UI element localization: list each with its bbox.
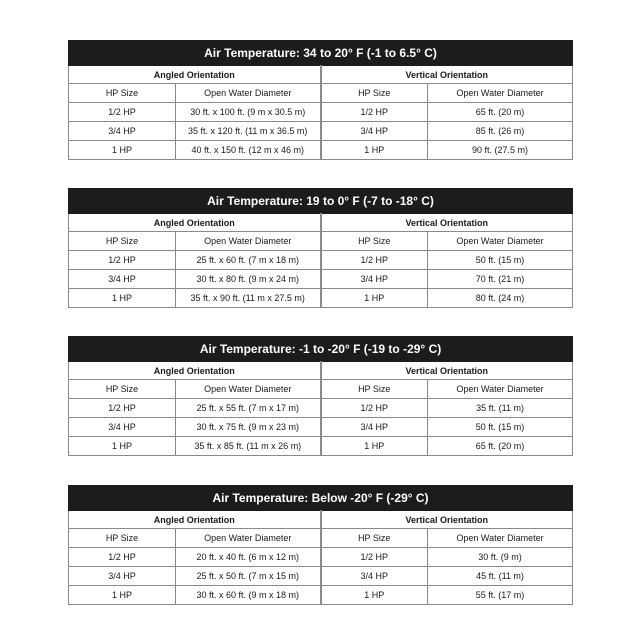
vertical-orientation-header: Vertical Orientation [321, 362, 573, 380]
hp-cell: 1 HP [321, 586, 428, 605]
hp-cell: 1 HP [69, 586, 176, 605]
angled-diameter-cell: 20 ft. x 40 ft. (6 m x 12 m) [176, 548, 321, 567]
vertical-diameter-cell: 90 ft. (27.5 m) [428, 141, 573, 160]
table-row [69, 586, 573, 605]
vertical-diameter-cell: 85 ft. (26 m) [428, 122, 573, 141]
hp-cell: 1 HP [69, 141, 176, 160]
open-water-header: Open Water Diameter [176, 380, 321, 399]
hp-cell: 1/2 HP [321, 399, 428, 418]
open-water-header: Open Water Diameter [428, 529, 573, 548]
angled-diameter-cell: 30 ft. x 80 ft. (9 m x 24 m) [176, 270, 321, 289]
angled-orientation-header: Angled Orientation [69, 362, 321, 380]
angled-diameter-cell: 30 ft. x 60 ft. (9 m x 18 m) [176, 586, 321, 605]
table-row [69, 141, 573, 160]
vertical-diameter-cell: 70 ft. (21 m) [428, 270, 573, 289]
hp-cell: 3/4 HP [321, 270, 428, 289]
hp-size-header: HP Size [321, 232, 428, 251]
hp-cell: 3/4 HP [321, 567, 428, 586]
hp-cell: 1/2 HP [321, 103, 428, 122]
vertical-orientation-header: Vertical Orientation [321, 214, 573, 232]
vertical-diameter-cell: 50 ft. (15 m) [428, 251, 573, 270]
table-title: Air Temperature: 19 to 0° F (-7 to -18° C) [69, 189, 573, 214]
vertical-diameter-cell: 50 ft. (15 m) [428, 418, 573, 437]
vertical-diameter-cell: 30 ft. (9 m) [428, 548, 573, 567]
vertical-diameter-cell: 55 ft. (17 m) [428, 586, 573, 605]
angled-diameter-cell: 35 ft. x 85 ft. (11 m x 26 m) [176, 437, 321, 456]
open-water-header: Open Water Diameter [176, 529, 321, 548]
hp-size-header: HP Size [321, 529, 428, 548]
hp-cell: 3/4 HP [69, 567, 176, 586]
angled-diameter-cell: 30 ft. x 75 ft. (9 m x 23 m) [176, 418, 321, 437]
table-row [69, 437, 573, 456]
table-row [69, 270, 573, 289]
hp-cell: 1/2 HP [321, 548, 428, 567]
angled-diameter-cell: 35 ft. x 120 ft. (11 m x 36.5 m) [176, 122, 321, 141]
hp-cell: 1/2 HP [69, 251, 176, 270]
hp-size-header: HP Size [69, 232, 176, 251]
temperature-table [68, 188, 573, 308]
vertical-orientation-header: Vertical Orientation [321, 511, 573, 529]
angled-orientation-header: Angled Orientation [69, 66, 321, 84]
hp-cell: 1 HP [69, 289, 176, 308]
vertical-orientation-header: Vertical Orientation [321, 66, 573, 84]
hp-size-header: HP Size [321, 84, 428, 103]
hp-cell: 1/2 HP [69, 548, 176, 567]
hp-size-header: HP Size [321, 380, 428, 399]
table-title: Air Temperature: Below -20° F (-29° C) [69, 486, 573, 511]
hp-cell: 1 HP [69, 437, 176, 456]
open-water-header: Open Water Diameter [428, 232, 573, 251]
hp-cell: 3/4 HP [69, 122, 176, 141]
hp-cell: 1/2 HP [69, 399, 176, 418]
hp-cell: 3/4 HP [321, 122, 428, 141]
open-water-header: Open Water Diameter [176, 232, 321, 251]
hp-size-header: HP Size [69, 380, 176, 399]
hp-cell: 1 HP [321, 141, 428, 160]
vertical-diameter-cell: 45 ft. (11 m) [428, 567, 573, 586]
angled-diameter-cell: 35 ft. x 90 ft. (11 m x 27.5 m) [176, 289, 321, 308]
hp-size-header: HP Size [69, 84, 176, 103]
hp-cell: 1/2 HP [69, 103, 176, 122]
open-water-header: Open Water Diameter [428, 84, 573, 103]
open-water-header: Open Water Diameter [176, 84, 321, 103]
temperature-table [68, 485, 573, 605]
table-row [69, 567, 573, 586]
angled-diameter-cell: 25 ft. x 55 ft. (7 m x 17 m) [176, 399, 321, 418]
hp-cell: 3/4 HP [69, 270, 176, 289]
angled-orientation-header: Angled Orientation [69, 214, 321, 232]
hp-cell: 1 HP [321, 437, 428, 456]
hp-cell: 3/4 HP [69, 418, 176, 437]
angled-diameter-cell: 25 ft. x 50 ft. (7 m x 15 m) [176, 567, 321, 586]
table-row [69, 289, 573, 308]
hp-cell: 1/2 HP [321, 251, 428, 270]
hp-size-header: HP Size [69, 529, 176, 548]
hp-cell: 1 HP [321, 289, 428, 308]
table-row [69, 103, 573, 122]
vertical-diameter-cell: 35 ft. (11 m) [428, 399, 573, 418]
vertical-diameter-cell: 65 ft. (20 m) [428, 103, 573, 122]
table-row [69, 548, 573, 567]
temperature-table [68, 40, 573, 160]
vertical-diameter-cell: 80 ft. (24 m) [428, 289, 573, 308]
table-row [69, 122, 573, 141]
vertical-diameter-cell: 65 ft. (20 m) [428, 437, 573, 456]
table-row [69, 418, 573, 437]
angled-diameter-cell: 25 ft. x 60 ft. (7 m x 18 m) [176, 251, 321, 270]
temperature-table [68, 336, 573, 456]
table-row [69, 251, 573, 270]
angled-orientation-header: Angled Orientation [69, 511, 321, 529]
angled-diameter-cell: 40 ft. x 150 ft. (12 m x 46 m) [176, 141, 321, 160]
table-row [69, 399, 573, 418]
hp-cell: 3/4 HP [321, 418, 428, 437]
open-water-header: Open Water Diameter [428, 380, 573, 399]
table-title: Air Temperature: -1 to -20° F (-19 to -29° C) [69, 337, 573, 362]
angled-diameter-cell: 30 ft. x 100 ft. (9 m x 30.5 m) [176, 103, 321, 122]
table-title: Air Temperature: 34 to 20° F (-1 to 6.5° C) [69, 41, 573, 66]
